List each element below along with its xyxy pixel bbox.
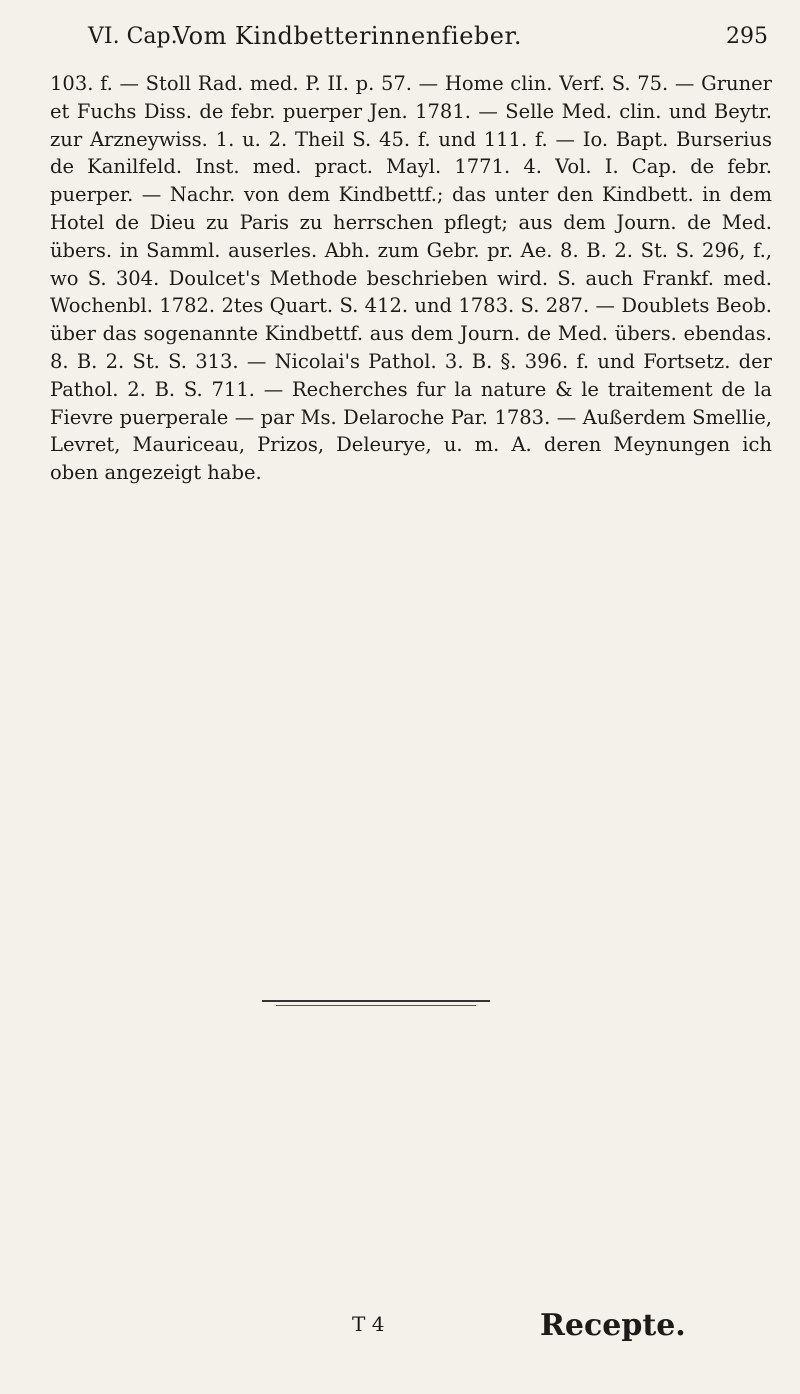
signature-mark: T 4	[352, 1312, 385, 1336]
page-number: 295	[726, 24, 768, 49]
chapter-label: VI. Cap.	[88, 24, 178, 49]
page-footer	[0, 1308, 800, 1368]
bibliography-paragraph: 103. f. — Stoll Rad. med. P. II. p. 57. — Home clin. Verf. S. 75. — Gruner et Fuchs Diss. de febr. puerper Jen. 1781. — Selle Med. clin. und Beytr. zur Arzneywiss. 1. u. 2. Theil S. 45. f. und 111. f. — Io. Bapt. Burserius de Kanilfeld. Inst. med. pract. Mayl. 1771. 4. Vol. I. Cap. de febr. puerper. — Nachr. von dem Kindbettf.; das unter den Kindbett. in dem Hotel de Dieu zu Paris zu herrschen pflegt; aus dem Journ. de Med. übers. in Samml. auserles. Abh. zum Gebr. pr. Ae. 8. B. 2. St. S. 296, f., wo S. 304. Doulcet's Methode beschrieben wird. S. auch Frankf. med. Wochenbl. 1782. 2tes Quart. S. 412. und 1783. S. 287. — Doublets Beob. über das sogenannte Kindbettf. aus dem Journ. de Med. übers. ebendas. 8. B. 2. St. S. 313. — Nicolai's Pathol. 3. B. §. 396. f. und Fortsetz. der Pathol. 2. B. S. 711. — Recherches fur la nature & le traitement de la Fievre puerperale — par Ms. Delaroche Par. 1783. — Außerdem Smellie, Levret, Mauriceau, Prizos, Deleurye, u. m. A. deren Meynungen ich oben angezeigt habe.	[50, 72, 772, 485]
page-body	[50, 70, 772, 487]
section-divider-thin	[276, 1005, 476, 1006]
running-title: Vom Kindbetterinnenfieber.	[173, 22, 522, 50]
section-divider	[262, 1000, 490, 1002]
catchword: Recepte.	[540, 1308, 686, 1343]
page-header	[88, 16, 768, 56]
